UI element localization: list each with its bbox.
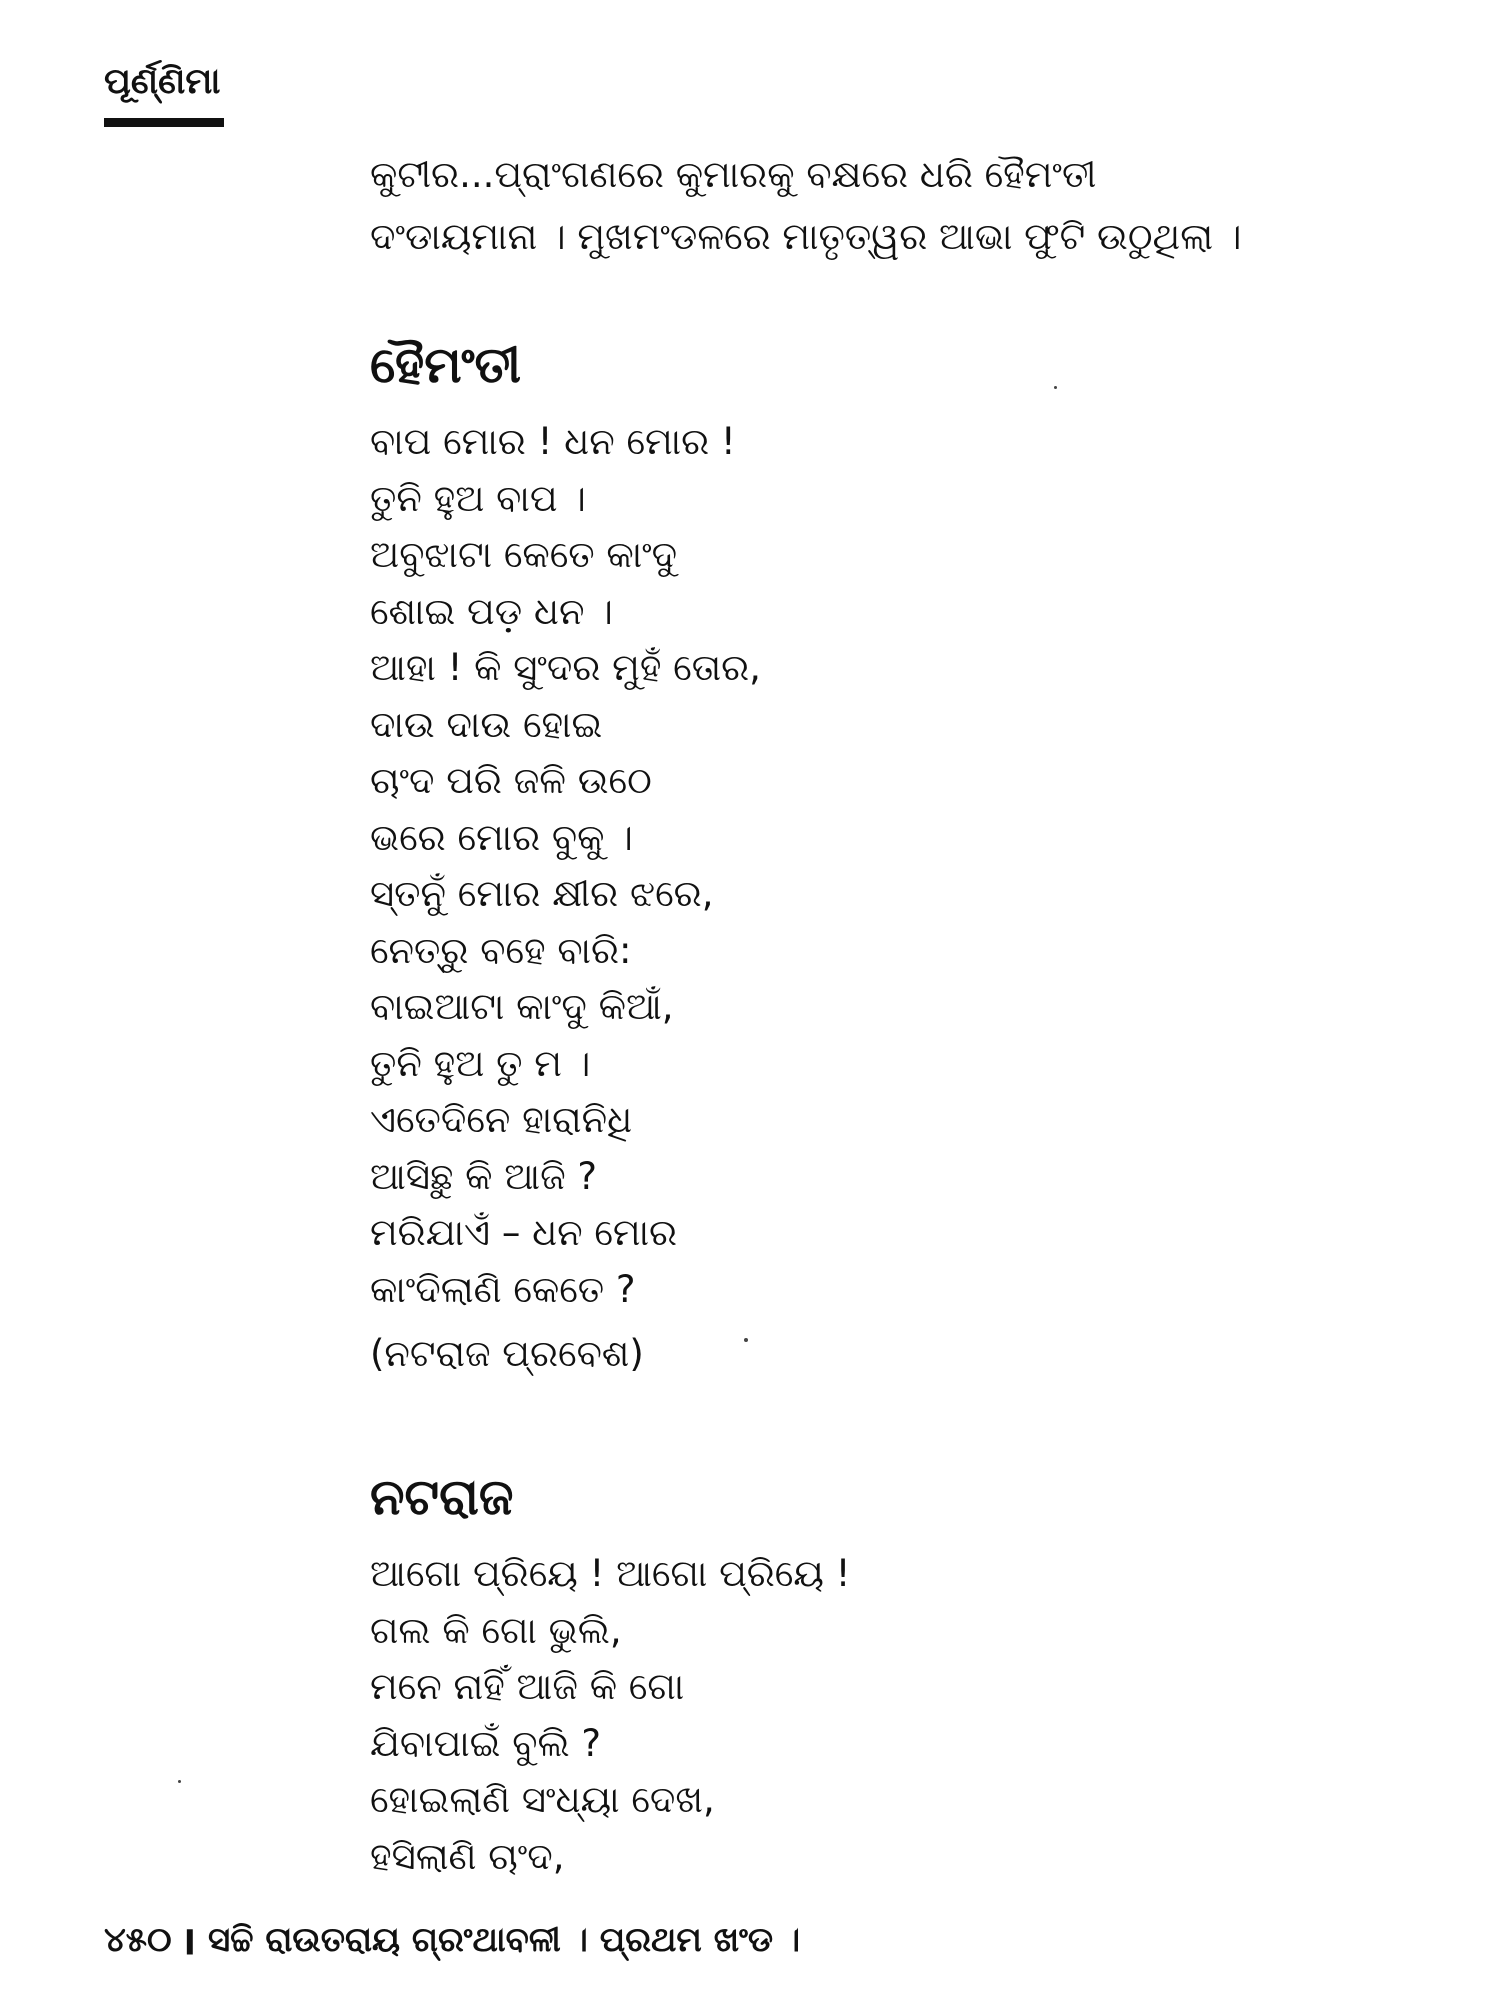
verse-line: ସ୍ତନୁଁ ମୋର କ୍ଷୀର ଝରେ, [370, 872, 714, 915]
speaker-heading: ନଟରାଜ [370, 1468, 514, 1526]
verse-block [370, 414, 1430, 1318]
page-footer: ୪୫୦ ׀ ସଚ୍ଚି ରାଉତରାୟ ଗ୍ରଂଥାବଳୀ । ପ୍ରଥମ ଖଂଡ । [104, 1920, 801, 1960]
verse-line: ଏତେଦିନେ ହାରାନିଧି [370, 1098, 633, 1141]
verse-line: ଶୋଇ ପଡ଼ ଧନ । [370, 589, 613, 633]
verse-block [370, 1546, 1430, 1885]
verse-line: ହସିଲାଣି ଚାଂଦ, [370, 1834, 565, 1878]
verse-line: ଆସିଛୁ କି ଆଜି ? [370, 1154, 598, 1198]
verse-line: ଚାଂଦ ପରି ଜଳି ଉଠେ [370, 759, 652, 802]
running-head: ପୂର୍ଣ୍ଣିମା [104, 61, 221, 102]
page-body [370, 144, 1430, 1885]
verse-line: କାଂଦିଲାଣି କେତେ ? [370, 1267, 636, 1311]
verse-line: ଯିବାପାଇଁ ବୁଲି ? [370, 1721, 602, 1765]
verse-line: ଗଲ କି ଗୋ ଭୁଲି, [370, 1608, 622, 1652]
speaker-heading: ହୈମଂତୀ [370, 336, 521, 394]
verse-line: ତୁନି ହୁଅ ତୁ ମ । [370, 1041, 591, 1085]
verse-line: ବାଇଆଟା କାଂଦୁ କିଆଁ, [370, 985, 674, 1028]
verse-line: ତୁନି ହୁଅ ବାପ । [370, 476, 586, 520]
opening-stage-direction-line-2: ଦଂଡାୟମାନା । ମୁଖମଂଡଳରେ ମାତୃତ୍ୱର ଆଭା ଫୁଟି ଉଠୁଥିଲା । [370, 215, 1242, 258]
scan-speck [744, 1338, 748, 1342]
opening-stage-direction-line-1: କୁଟୀର...ପ୍ରାଂଗଣରେ କୁମାରକୁ ବକ୍ଷରେ ଧରି ହୈମଂତୀ [370, 153, 1097, 196]
entrance-stage-direction: (ନଟରାଜ ପ୍ରବେଶ) [370, 1332, 644, 1375]
verse-line: ଦାଉ ଦାଉ ହୋଇ [370, 702, 603, 746]
verse-line: ଆହା ! କି ସୁଂଦର ମୁହଁ ତୋର, [370, 646, 761, 689]
verse-line: ଭରେ ମୋର ବୁକୁ । [370, 815, 633, 859]
scan-speck [178, 1780, 181, 1783]
verse-line: ଅବୁଝାଟା କେତେ କାଂଦୁ [370, 533, 678, 576]
running-head-underline [104, 118, 224, 127]
scan-speck [1054, 386, 1057, 389]
verse-line: ମରିଯାଏଁ – ଧନ ମୋର [370, 1211, 678, 1254]
verse-line: ନେତ୍ରୁ ବହେ ବାରି: [370, 928, 632, 972]
verse-line: ଆଗୋ ପ୍ରିୟେ ! ଆଗୋ ପ୍ରିୟେ ! [370, 1552, 851, 1595]
verse-line: ବାପ ମୋର ! ଧନ ମୋର ! [370, 420, 736, 463]
verse-line: ମନେ ନାହିଁ ଆଜି କି ଗୋ [370, 1665, 685, 1708]
verse-line: ହୋଇଲାଣି ସଂଧ୍ୟା ଦେଖ, [370, 1778, 715, 1821]
